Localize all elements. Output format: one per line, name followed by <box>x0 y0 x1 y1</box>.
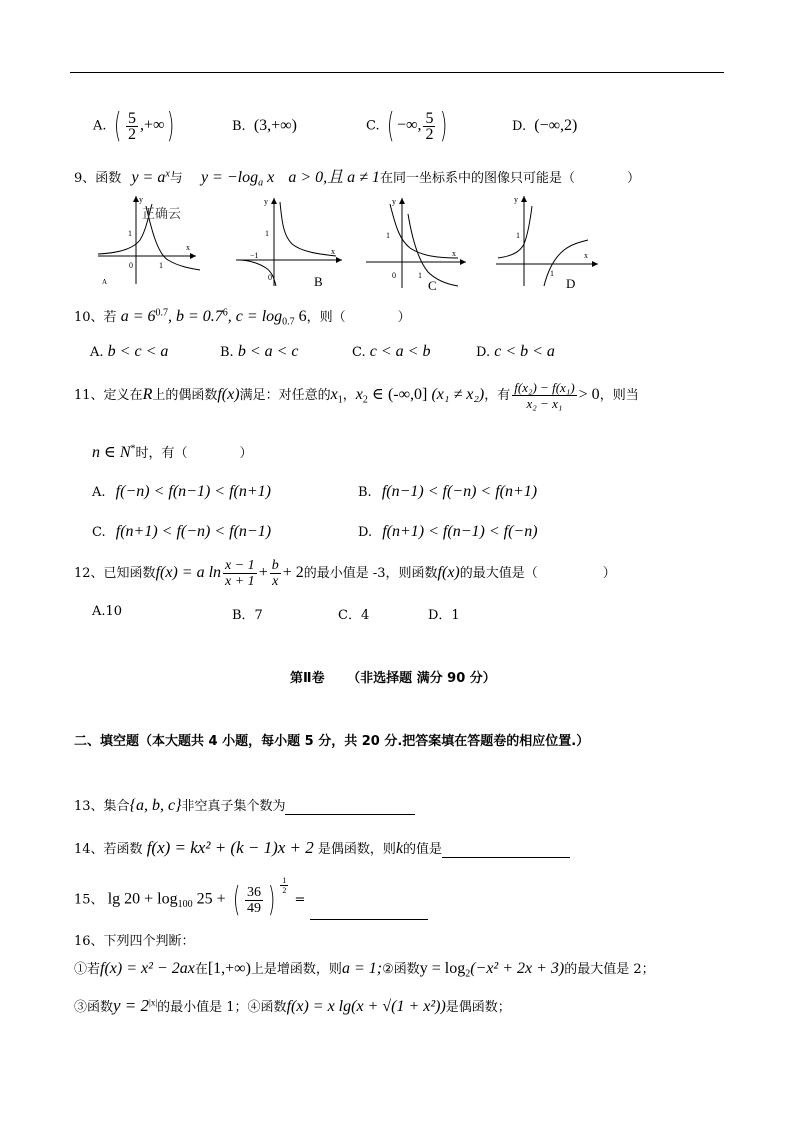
header-rule <box>70 72 724 73</box>
q11-option-c: C. f(n+1) < f(−n) < f(n−1) <box>92 523 272 540</box>
frac: $\frac{5}{2}$ <box>425 109 434 143</box>
q10-stem: 10、若 $a = 6^{0.7}$, $b = 0.7^6$, $c = \log_{0.7} 6$，则（ ） <box>74 307 411 328</box>
q11-option-a: A. f(−n) < f(n−1) < f(n+1) <box>92 483 271 500</box>
q8-option-b: B. (3,+∞) <box>232 117 297 134</box>
q11-stem: 11、定义在R上的偶函数f(x)满足：对任意的$x_1$，$x_2$ ∈ (-∞,0] (x₁ ≠ x₂)，有 $\frac{\text{f(x₂) − f(x₁)}}{\text{x₂ − x₁}}$ > 0，则当 <box>74 380 639 411</box>
q8-option-d: D. (−∞,2) <box>512 117 578 134</box>
q12-option-b: B．7 <box>232 608 263 623</box>
q9-graph-c <box>362 194 474 292</box>
q12-option-a: A.10 <box>92 604 123 619</box>
q8-option-c: C. ( −∞, $\frac{5}{2}$ ) <box>366 106 448 146</box>
svg-text:1: 1 <box>516 231 520 240</box>
q12-option-c: C．4 <box>338 608 370 623</box>
frac: $\frac{\text{f(x₂) − f(x₁)}}{\text{x₂ − x₁}}$ <box>514 380 575 411</box>
svg-text:1: 1 <box>159 261 163 270</box>
answer-blank[interactable] <box>310 905 428 920</box>
svg-text:1: 1 <box>418 271 422 280</box>
svg-text:1: 1 <box>128 229 132 238</box>
svg-text:0: 0 <box>392 271 396 280</box>
svg-text:x: x <box>186 243 190 252</box>
frac: $\frac{5}{2}$ <box>127 109 136 143</box>
svg-text:A: A <box>102 278 108 286</box>
frac: $\frac{36}{49}$ <box>247 884 262 916</box>
q8-option-a: A. ( $\frac{5}{2}$ ,+∞) <box>93 106 175 146</box>
svg-text:0: 0 <box>268 273 272 282</box>
svg-text:1: 1 <box>265 229 269 238</box>
svg-text:−1: −1 <box>250 251 259 260</box>
svg-text:y: y <box>514 195 518 204</box>
q10-option-c: C. c < a < b <box>352 343 431 360</box>
svg-text:y: y <box>264 197 268 206</box>
q10-option-d: D. c < b < a <box>476 343 555 360</box>
q15: 15、 $\lg 20 + \log_{100} 25$ + ( $\frac{36}{49}$ ) $\frac{1}{2}$ = <box>74 880 428 920</box>
svg-text:C: C <box>428 278 437 292</box>
part2-heading: 二、填空题（本大题共 4 小题，每小题 5 分，共 20 分.把答案填在答题卷的相应位置.） <box>74 734 590 749</box>
svg-text:y: y <box>139 195 143 204</box>
svg-text:0: 0 <box>129 261 133 270</box>
q12-stem: 12、已知函数f(x) = a ln $\frac{x - 1}{x + 1}$ + $\frac{b}{x}$ + 2的最小值是 -3，则函数f(x)的最大值是（ ） <box>74 558 616 589</box>
q13: 13、集合{a, b, c}非空真子集个数为 <box>74 795 415 815</box>
q10-option-a: A. b < c < a <box>90 343 169 360</box>
exponent-frac: $\frac{1}{2}$ <box>282 876 287 895</box>
answer-blank[interactable] <box>285 800 415 815</box>
q12-option-d: D．1 <box>428 608 460 623</box>
svg-text:x: x <box>584 251 588 260</box>
q16-stem: 16、下列四个判断： <box>74 934 195 949</box>
svg-text:B: B <box>314 274 323 289</box>
svg-text:D: D <box>566 276 576 290</box>
frac: $\frac{x - 1}{x + 1}$ <box>225 558 255 589</box>
q9-stem: 9、函数 $y = a^x$与 $y = -\log_a$ x a > 0,且 a ≠ 1在同一坐标系中的图像只可能是（ ） <box>74 168 640 189</box>
paren: ( <box>113 106 121 146</box>
section-title: 第Ⅱ卷 （非选择题 满分 90 分） <box>290 671 496 686</box>
svg-text:x: x <box>452 249 456 258</box>
q16-line1: ①若f(x) = x² − 2ax在[1,+∞)上是增函数，则a = 1;②函数$y = \log_2(-x^2 + 2x + 3)$的最大值是 2； <box>74 960 655 980</box>
q10-option-b: B. b < a < c <box>220 343 299 360</box>
q11-condition: n ∈ N*时，有（ ） <box>92 443 253 461</box>
q11-option-d: D. f(n+1) < f(n−1) < f(−n) <box>358 523 538 540</box>
q14: 14、若函数 f(x) = kx² + (k − 1)x + 2 是偶函数，则k的值是 <box>74 838 570 858</box>
q16-line2: ③函数$y = 2^{|x|}$的最小值是 1；④函数f(x) = x lg(x + √(1 + x²))是偶函数； <box>74 996 511 1015</box>
q9-graph-a <box>96 192 206 288</box>
q9-graph-b <box>234 194 346 290</box>
q9-graph-d <box>494 192 602 290</box>
q11-option-b: B. f(n−1) < f(−n) < f(n+1) <box>358 483 538 500</box>
answer-blank[interactable] <box>442 843 570 858</box>
svg-text:1: 1 <box>386 231 390 240</box>
svg-text:y: y <box>392 197 396 206</box>
svg-text:x: x <box>331 247 335 256</box>
watermark: 正确云 <box>142 206 182 221</box>
svg-text:1: 1 <box>550 269 554 278</box>
frac: $\frac{b}{x}$ <box>271 558 279 589</box>
